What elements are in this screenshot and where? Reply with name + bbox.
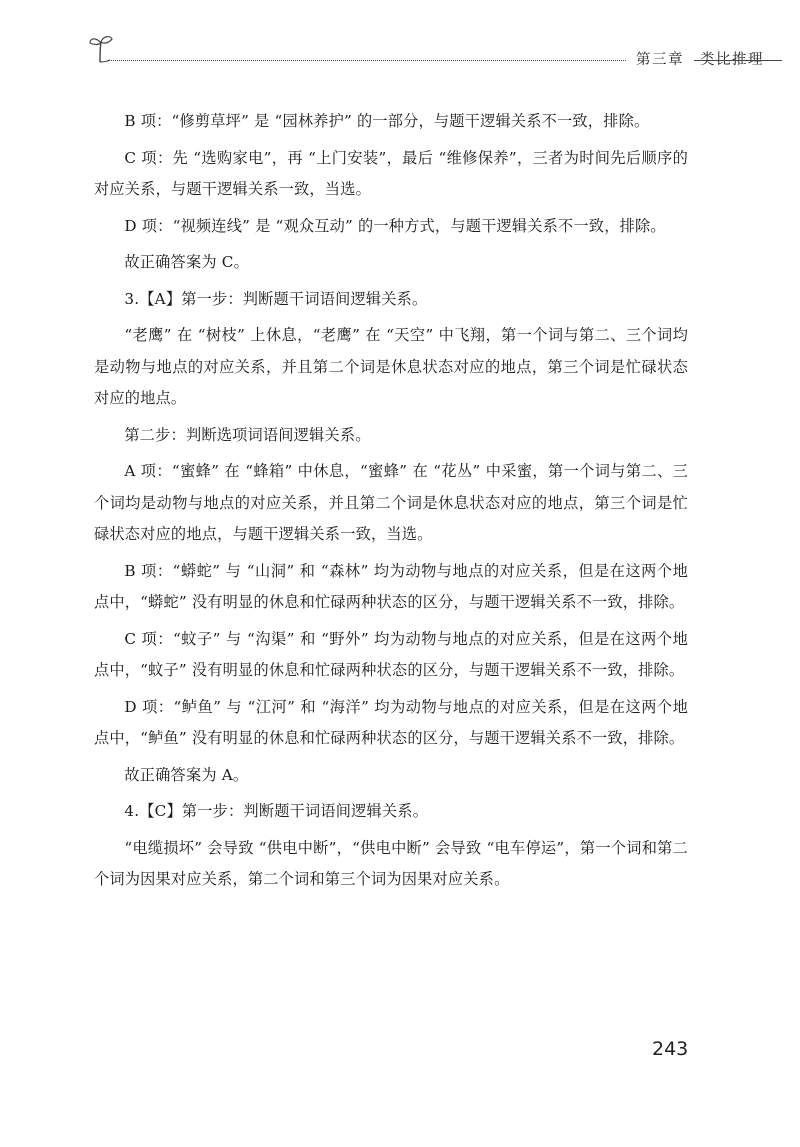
paragraph: “老鹰” 在 “树枝” 上休息，“老鹰” 在 “天空” 中飞翔，第一个词与第二、三个词均是动物与地点的对应关系，并且第二个词是休息状态对应的地点，第三个词是忙碌状态对应的地点。: [94, 326, 688, 407]
body-text: [94, 106, 688, 896]
paragraph: 故正确答案为 A。: [124, 765, 249, 784]
running-title: [636, 48, 764, 69]
chapter-topic: 类比推理: [700, 52, 764, 68]
page-header: [88, 34, 782, 74]
paragraph: 4.【C】第一步：判断题干词语间逻辑关系。: [124, 802, 429, 820]
page-number: 243: [652, 1038, 689, 1060]
paragraph: B 项：“蟒蛇” 与 “山洞” 和 “森林” 均为动物与地点的对应关系，但是在这两个地点中，“蟒蛇” 没有明显的休息和忙碌两种状态的区分，与题干逻辑关系不一致，排除。: [94, 561, 688, 611]
chapter-label: 第三章: [636, 52, 684, 68]
paragraph: 第二步：判断选项词语间逻辑关系。: [124, 425, 371, 444]
paragraph: D 项：“鲈鱼” 与 “江河” 和 “海洋” 均为动物与地点的对应关系，但是在这两个地点中，“鲈鱼” 没有明显的休息和忙碌两种状态的区分，与题干逻辑关系不一致，排除。: [94, 697, 688, 747]
paragraph: 3.【A】第一步：判断题干词语间逻辑关系。: [124, 289, 428, 308]
paragraph: C 项：“蚊子” 与 “沟渠” 和 “野外” 均为动物与地点的对应关系，但是在这两个地点中，“蚊子” 没有明显的休息和忙碌两种状态的区分，与题干逻辑关系不一致，排除。: [94, 629, 688, 679]
paragraph: “电缆损坏” 会导致 “供电中断”，“供电中断” 会导致 “电车停运”，第一个词和第二个词为因果对应关系，第二个词和第三个词为因果对应关系。: [94, 838, 688, 888]
paragraph: C 项：先 “选购家电”，再 “上门安装”，最后 “维修保养”，三者为时间先后顺序的对应关系，与题干逻辑关系一致，当选。: [94, 148, 688, 198]
header-dotted-rule: [108, 60, 626, 61]
header-solid-rule: [694, 60, 782, 61]
paragraph: 故正确答案为 C。: [124, 253, 249, 271]
paragraph: A 项：“蜜蜂” 在 “蜂箱” 中休息，“蜜蜂” 在 “花丛” 中采蜜，第一个词与第二、三个词均是动物与地点的对应关系，并且第二个词是休息状态对应的地点，第三个词是忙碌状态对应的地点，与题干逻辑关系一致，当选。: [94, 462, 688, 543]
paragraph: D 项：“视频连线” 是 “观众互动” 的一种方式，与题干逻辑关系不一致，排除。: [124, 216, 666, 235]
paragraph: B 项：“修剪草坪” 是 “园林养护” 的一部分，与题干逻辑关系不一致，排除。: [124, 112, 650, 130]
